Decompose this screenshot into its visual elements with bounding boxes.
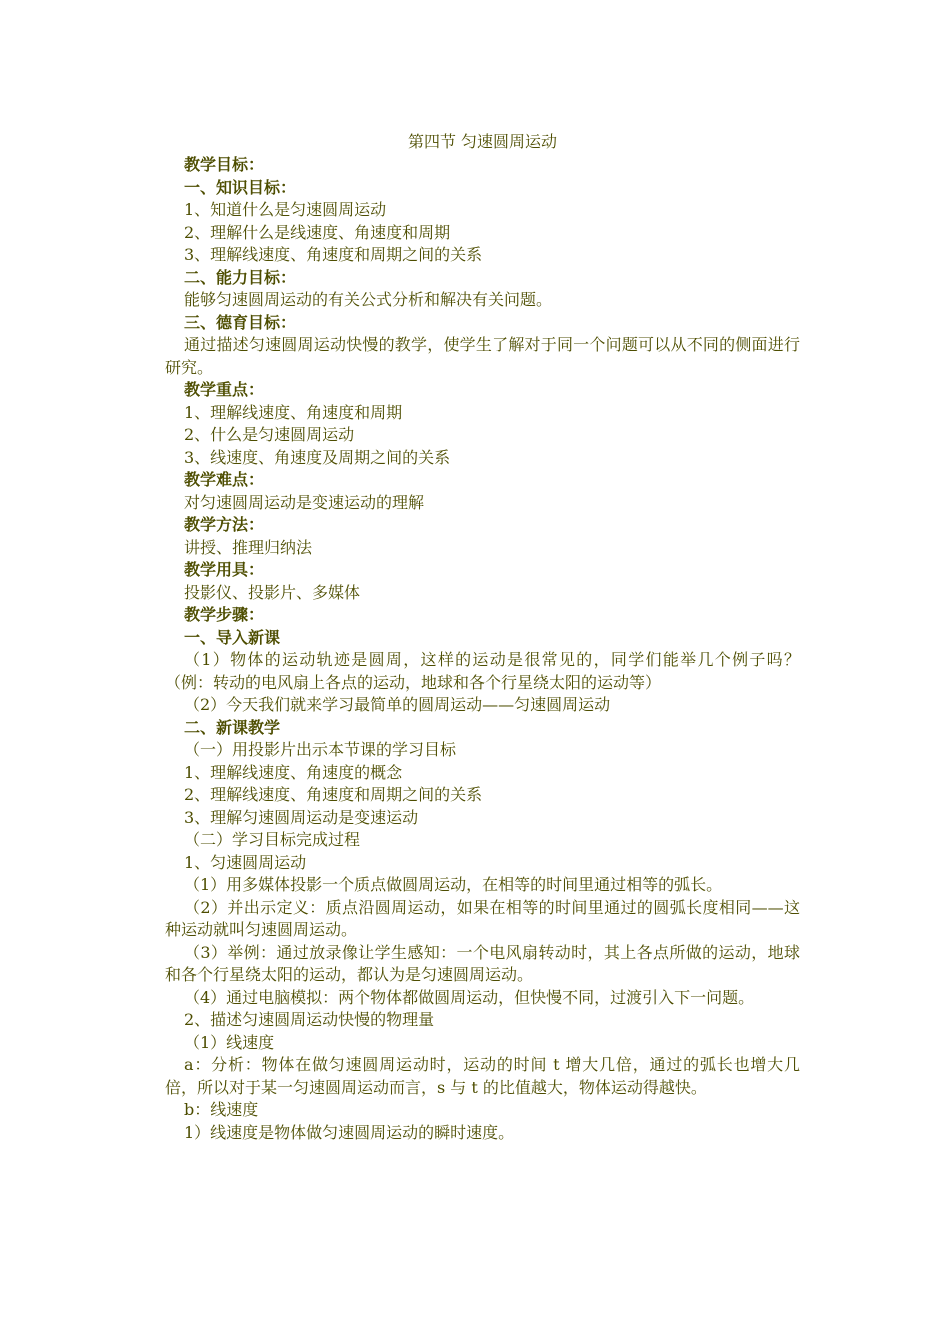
text-line: 3、理解匀速圆周运动是变速运动 xyxy=(184,807,419,827)
section-heading: 教学重点： xyxy=(184,380,265,399)
section-heading: 教学用具： xyxy=(184,560,265,579)
paragraph: （3）举例：通过放录像让学生感知：一个电风扇转动时，其上各点所做的运动，地球和各个行星绕太阳的运动，都认为是匀速圆周运动。 xyxy=(165,942,800,984)
text-line: 投影仪、投影片、多媒体 xyxy=(184,582,361,602)
section-heading: 教学目标： xyxy=(184,155,265,174)
paragraph: （4）通过电脑模拟：两个物体都做圆周运动，但快慢不同，过渡引入下一问题。 xyxy=(184,987,755,1007)
text-line: 1）线速度是物体做匀速圆周运动的瞬时速度。 xyxy=(184,1122,515,1142)
text-line: 3、理解线速度、角速度和周期之间的关系 xyxy=(184,245,483,264)
paragraph: 通过描述匀速圆周运动快慢的教学，使学生了解对于同一个问题可以从不同的侧面进行研究。 xyxy=(165,335,800,377)
document-page xyxy=(165,130,800,1144)
text-line: （一）用投影片出示本节课的学习目标 xyxy=(184,740,457,759)
text-line: b：线速度 xyxy=(184,1100,259,1119)
text-line: 对匀速圆周运动是变速运动的理解 xyxy=(184,492,425,512)
text-line: 能够匀速圆周运动的有关公式分析和解决有关问题。 xyxy=(184,290,553,309)
text-line: 1、理解线速度、角速度和周期 xyxy=(184,402,403,422)
text-line: 1、匀速圆周运动 xyxy=(184,852,307,872)
section-heading: 教学步骤： xyxy=(184,605,265,624)
section-heading: 一、知识目标： xyxy=(184,177,297,197)
section-heading: 二、能力目标： xyxy=(184,267,297,287)
text-line: 2、理解线速度、角速度和周期之间的关系 xyxy=(184,785,483,804)
text-line: 讲授、推理归纳法 xyxy=(184,537,313,557)
text-line: 2、什么是匀速圆周运动 xyxy=(184,425,355,444)
text-line: （1）线速度 xyxy=(184,1032,275,1052)
section-heading: 教学难点： xyxy=(184,470,265,489)
paragraph: （1）物体的运动轨迹是圆周，这样的运动是很常见的，同学们能举几个例子吗？（例：转动的电风扇上各点的运动，地球和各个行星绕太阳的运动等） xyxy=(165,650,800,692)
section-heading: 教学方法： xyxy=(184,515,265,534)
section-heading: 二、新课教学 xyxy=(184,717,281,737)
text-line: （1）用多媒体投影一个质点做圆周运动，在相等的时间里通过相等的弧长。 xyxy=(184,875,723,894)
paragraph: a：分析：物体在做匀速圆周运动时，运动的时间 t 增大几倍，通过的弧长也增大几倍，所以对于某一匀速圆周运动而言，s 与 t 的比值越大，物体运动得越快。 xyxy=(165,1055,800,1097)
paragraph: （2）并出示定义：质点沿圆周运动，如果在相等的时间里通过的圆弧长度相同——这种运动就叫匀速圆周运动。 xyxy=(165,897,800,939)
text-line: 1、理解线速度、角速度的概念 xyxy=(184,762,403,782)
text-line: 3、线速度、角速度及周期之间的关系 xyxy=(184,447,451,467)
section-heading: 一、导入新课 xyxy=(184,627,281,647)
text-line: 1、知道什么是匀速圆周运动 xyxy=(184,200,387,219)
text-line: 2、理解什么是线速度、角速度和周期 xyxy=(184,222,451,242)
text-line: （二）学习目标完成过程 xyxy=(184,830,361,849)
section-heading: 三、德育目标： xyxy=(184,312,297,332)
text-line: （2）今天我们就来学习最简单的圆周运动——匀速圆周运动 xyxy=(184,695,611,714)
page-title: 第四节 匀速圆周运动 xyxy=(407,132,558,151)
document-body xyxy=(165,154,800,1144)
text-line: 2、描述匀速圆周运动快慢的物理量 xyxy=(184,1010,435,1029)
